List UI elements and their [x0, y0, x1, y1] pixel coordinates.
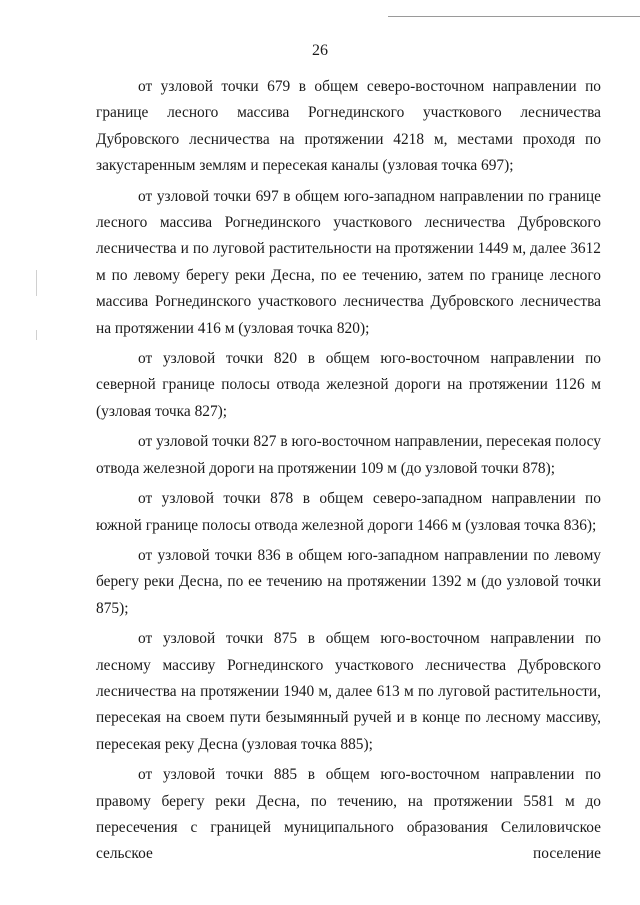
paragraph: от узловой точки 885 в общем юго-восточном направлении по правому берегу реки Десна, по течению, на протяжении 5581 м до пересечения с границей муниципального образования Селиловичское сельское поселение: [96, 766, 601, 863]
paragraph: от узловой точки 878 в общем северо-западном направлении по южной границе полосы отвода железной дороги 1466 м (узловая точка 836);: [96, 490, 601, 534]
document-body: [96, 74, 601, 872]
paragraph: от узловой точки 679 в общем северо-восточном направлении по границе лесного массива Рогнединского участкового лесничества Дубровского лесничества на протяжении 4218 м, местами проходя по закустаренным землям и пересекая каналы (узловая точка 697);: [96, 78, 601, 175]
paragraph: от узловой точки 836 в общем юго-западном направлении по левому берегу реки Десна, по ее течению на протяжении 1392 м (до узловой точки 875);: [96, 546, 601, 617]
scan-edge-line: [388, 16, 640, 17]
scan-margin-mark: [36, 270, 37, 296]
paragraph: от узловой точки 697 в общем юго-западном направлении по границе лесного массива Рогнединского участкового лесничества Дубровского лесничества и по луговой растительности на протяжении 1449 м, далее 3612 м по левому берегу реки Десна, по ее течению, затем по границе лесного массива Рогнединского участкового лесничества Дубровского лесничества на протяжении 416 м (узловая точка 820);: [96, 187, 601, 337]
paragraph: от узловой точки 827 в юго-восточном направлении, пересекая полосу отвода железной дороги на протяжении 109 м (до узловой точки 878);: [96, 433, 601, 477]
scan-margin-mark: [36, 330, 37, 340]
paragraph: от узловой точки 820 в общем юго-восточном направлении по северной границе полосы отвода железной дороги на протяжении 1126 м (узловая точка 827);: [96, 350, 601, 420]
paragraph: от узловой точки 875 в общем юго-восточном направлении по лесному массиву Рогнединского участкового лесничества Дубровского лесничества на протяжении 1940 м, далее 613 м по луговой растительности, пересекая на своем пути безымянный ручей и в конце по лесному массиву, пересекая реку Десна (узловая точка 885);: [96, 630, 601, 753]
page-number: 26: [312, 42, 328, 59]
